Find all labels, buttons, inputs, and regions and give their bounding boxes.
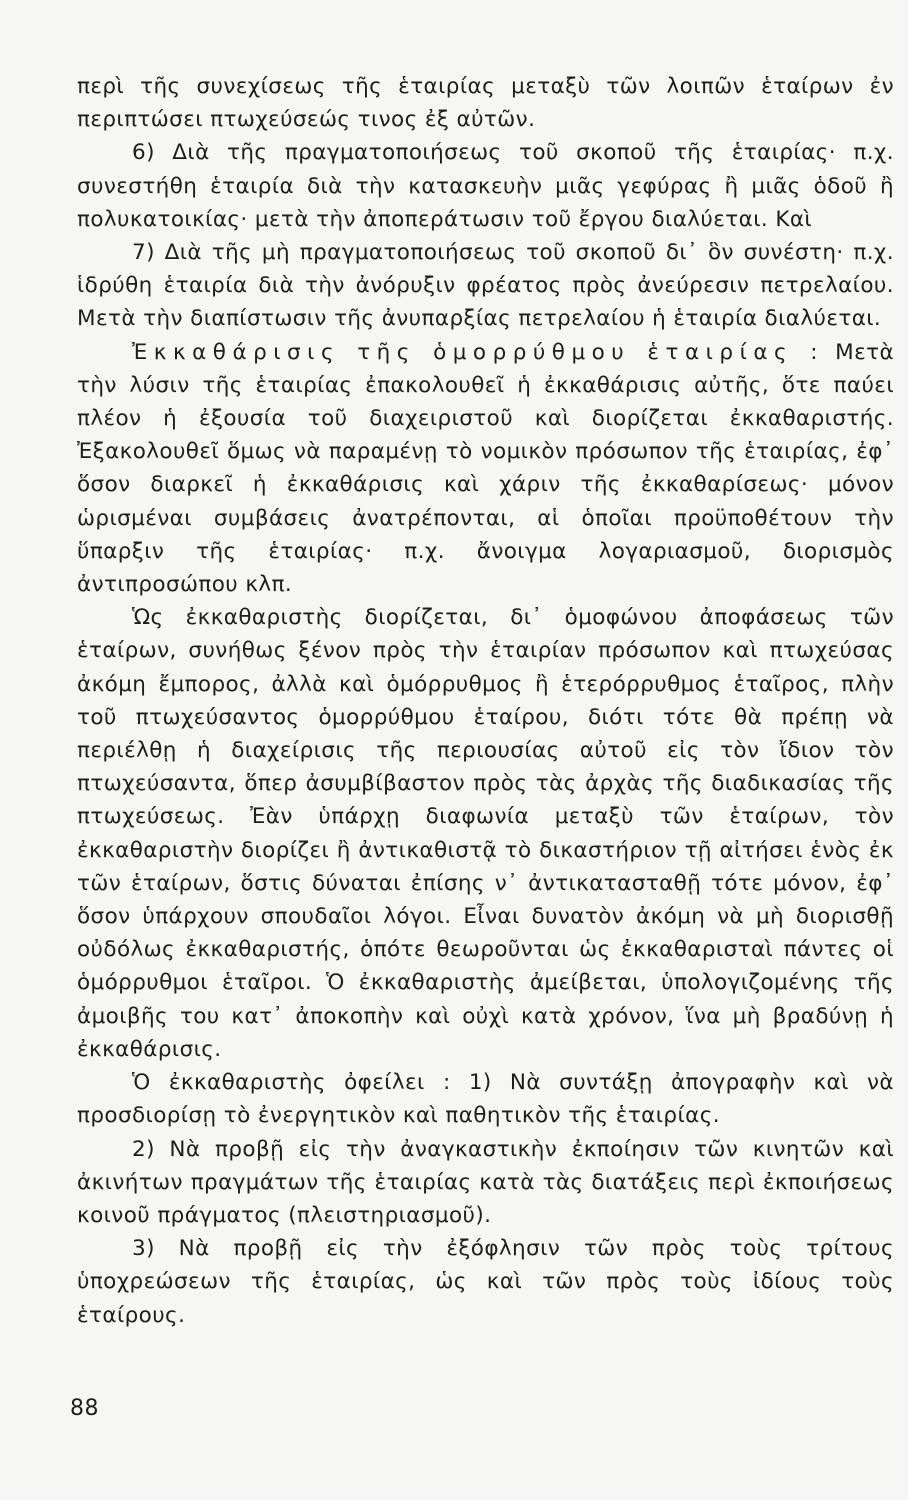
paragraph-liquidator-appointment: Ὡς ἐκκαθαριστὴς διορίζεται, δι᾽ ὁμοφώνου ἀποφάσεως τῶν ἑταίρων, συνήθως ξένον πρὸς τὴν ἑταιρίαν πρόσωπον καὶ πτωχεύσας ἀκόμη ἔμπορος, ἀλλὰ καὶ ὁμόρρυθμος ἢ ἑτερόρρυθμος ἑταῖρος, πλὴν τοῦ πτωχεύσαντος ὁμορρύθμου ἑταίρου, διότι τότε θὰ πρέπῃ νὰ περιέλθῃ ἡ διαχείρισις τῆς περιουσίας αὐτοῦ εἰς τὸν ἴδιον τὸν πτωχεύσαντα, ὅπερ ἀσυμβίβαστον πρὸς τὰς ἀρχὰς τῆς διαδικασίας τῆς πτωχεύσεως. Ἐὰν ὑπάρχῃ διαφωνία μεταξὺ τῶν ἑταίρων, τὸν ἐκκαθαριστὴν διορίζει ἢ ἀντικαθιστᾷ τὸ δικαστήριον τῇ αἰτήσει ἑνὸς ἐκ τῶν ἑταίρων, ὅστις δύναται ἐπίσης ν᾽ ἀντικατασταθῇ τότε μόνον, ἐφ᾽ ὅσον ὑπάρχουν σπουδαῖοι λόγοι. Εἶναι δυνατὸν ἀκόμη νὰ μὴ διορισθῇ οὐδόλως ἐκκαθαριστής, ὁπότε θεωροῦνται ὡς ἐκκαθαρισταὶ πάντες οἱ ὁμόρρυθμοι ἑταῖροι. Ὁ ἐκκαθαριστὴς ἀμείβεται, ὑπολογιζομένης τῆς ἀμοιβῆς του κατ᾽ ἀποκοπὴν καὶ οὐχὶ κατὰ χρόνον, ἵνα μὴ βραδύνῃ ἡ ἐκκαθάρισις.	[77, 605, 894, 1062]
paragraph-liquidation	[77, 336, 894, 602]
paragraph-item-7: 7) Διὰ τῆς μὴ πραγματοποιήσεως τοῦ σκοποῦ δι᾽ ὃν συνέστη· π.χ. ἱδρύθη ἑταιρία διὰ τὴν ἀνόρυξιν φρέατος πρὸς ἀνεύρεσιν πετρελαίου. Μετὰ τὴν διαπίστωσιν τῆς ἀνυπαρξίας πετρελαίου ἡ ἑταιρία διαλύεται.	[77, 240, 894, 332]
paragraph-continuation: περὶ τῆς συνεχίσεως τῆς ἑταιρίας μεταξὺ τῶν λοιπῶν ἑταίρων ἐν περιπτώσει πτωχεύσεώς τινος ἐξ αὐτῶν.	[77, 74, 894, 133]
paragraph-item-6: 6) Διὰ τῆς πραγματοποιήσεως τοῦ σκοποῦ τῆς ἑταιρίας· π.χ. συνεστήθη ἑταιρία διὰ τὴν κατασκευὴν μιᾶς γεφύρας ἢ μιᾶς ὁδοῦ ἢ πολυκατοικίας· μετὰ τὴν ἀποπεράτωσιν τοῦ ἔργου διαλύεται. Καὶ	[77, 140, 894, 232]
section-heading: Ἐκκαθάρισις τῆς ὁμορρύθμου ἑταιρίας :	[132, 339, 825, 365]
paragraph-duty-2: 2) Νὰ προβῇ εἰς τὴν ἀναγκαστικὴν ἐκποίησιν τῶν κινητῶν καὶ ἀκινήτων πραγμάτων τῆς ἑταιρίας κατὰ τὰς διατάξεις περὶ ἐκποιήσεως κοινοῦ πράγματος (πλειστηριασμοῦ).	[77, 1136, 894, 1228]
page-text	[77, 70, 894, 1332]
section-body: Μετὰ τὴν λύσιν τῆς ἑταιρίας ἐπακολουθεῖ ἡ ἐκκαθάρισις αὐτῆς, ὅτε παύει πλέον ἡ ἐξουσία τοῦ διαχειριστοῦ καὶ διορίζεται ἐκκαθαριστής. Ἐξακολουθεῖ ὅμως νὰ παραμένῃ τὸ νομικὸν πρόσωπον τῆς ἑταιρίας, ἐφ᾽ ὅσον διαρκεῖ ἡ ἐκκαθάρισις καὶ χάριν τῆς ἐκκαθαρίσεως· μόνον ὡρισμέναι συμβάσεις ἀνατρέπονται, αἱ ὁποῖαι προϋποθέτουν τὴν ὕπαρξιν τῆς ἑταιρίας· π.χ. ἄνοιγμα λογαριασμοῦ, διορισμὸς ἀντιπροσώπου κλπ.	[77, 339, 895, 598]
paragraph-duty-3: 3) Νὰ προβῇ εἰς τὴν ἐξόφλησιν τῶν πρὸς τοὺς τρίτους ὑποχρεώσεων τῆς ἑταιρίας, ὡς καὶ τῶν πρὸς τοὺς ἰδίους τοὺς ἑταίρους.	[77, 1236, 894, 1328]
paragraph-liquidator-duties: Ὁ ἐκκαθαριστὴς ὀφείλει : 1) Νὰ συντάξῃ ἀπογραφὴν καὶ νὰ προσδιορίσῃ τὸ ἐνεργητικὸν καὶ παθητικὸν τῆς ἑταιρίας.	[77, 1070, 894, 1129]
page-number: 88	[70, 1396, 99, 1421]
